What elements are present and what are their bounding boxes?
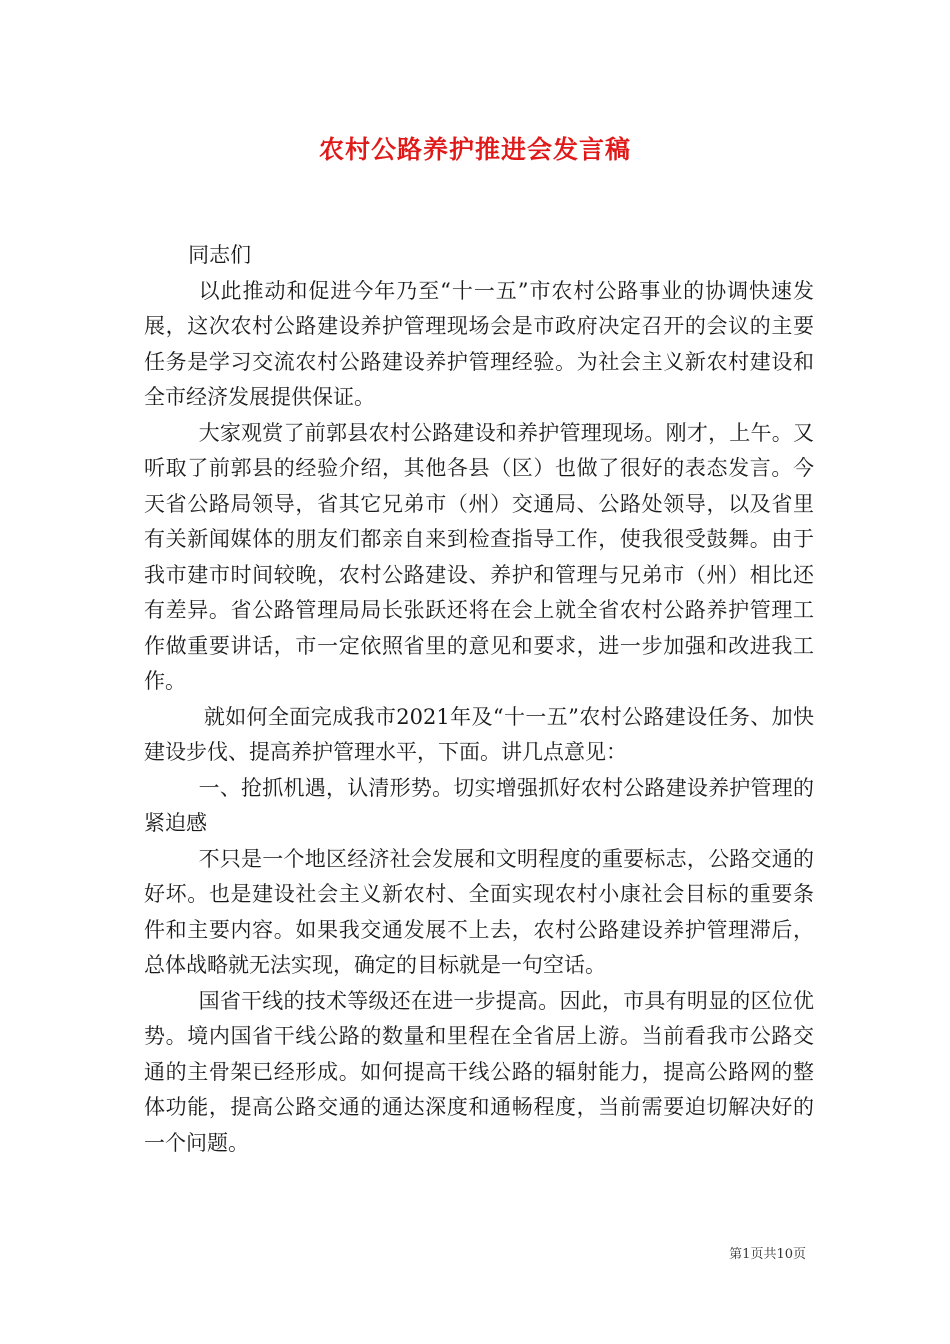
body-paragraph: 大家观赏了前郭县农村公路建设和养护管理现场。刚才，上午。又听取了前郭县的经验介绍，其他各县（区）也做了很好的表态发言。今天省公路局领导，省其它兄弟市（州）交通局、公路处领导，以及省里有关新闻媒体的朋友们都亲自来到检查指导工作，使我很受鼓舞。由于我市建市时间较晚，农村公路建设、养护和管理与兄弟市（州）相比还有差异。省公路管理局局长张跃还将在会上就全省农村公路养护管理工作做重要讲话，市一定依照省里的意见和要求，进一步加强和改进我工作。 xyxy=(144,420,814,693)
body-paragraph: 就如何全面完成我市2021年及“十一五”农村公路建设任务、加快建设步伐、提高养护管理水平，下面。讲几点意见： xyxy=(144,704,814,764)
body-paragraph: 国省干线的技术等级还在进一步提高。因此，市具有明显的区位优势。境内国省干线公路的数量和里程在全省居上游。当前看我市公路交通的主骨架已经形成。如何提高干线公路的辐射能力，提高公路网的整体功能，提高公路交通的通达深度和通畅程度，当前需要迫切解决好的一个问题。 xyxy=(144,988,814,1155)
body-paragraph: 不只是一个地区经济社会发展和文明程度的重要标志，公路交通的好坏。也是建设社会主义新农村、全面实现农村小康社会目标的重要条件和主要内容。如果我交通发展不上去，农村公路建设养护管理滞后，总体战略就无法实现，确定的目标就是一句空话。 xyxy=(144,846,814,977)
body-paragraph: 以此推动和促进今年乃至“十一五”市农村公路事业的协调快速发展，这次农村公路建设养护管理现场会是市政府决定召开的会议的主要任务是学习交流农村公路建设养护管理经验。为社会主义新农村建设和全市经济发展提供保证。 xyxy=(144,278,814,409)
document-body xyxy=(144,238,814,1161)
section-heading-paragraph: 一、抢抓机遇，认清形势。切实增强抓好农村公路建设养护管理的紧迫感 xyxy=(144,775,814,835)
page-number-footer: 第1页共10页 xyxy=(729,1247,806,1262)
salutation-paragraph: 同志们 xyxy=(188,243,252,267)
document-title: 农村公路养护推进会发言稿 xyxy=(318,135,631,164)
